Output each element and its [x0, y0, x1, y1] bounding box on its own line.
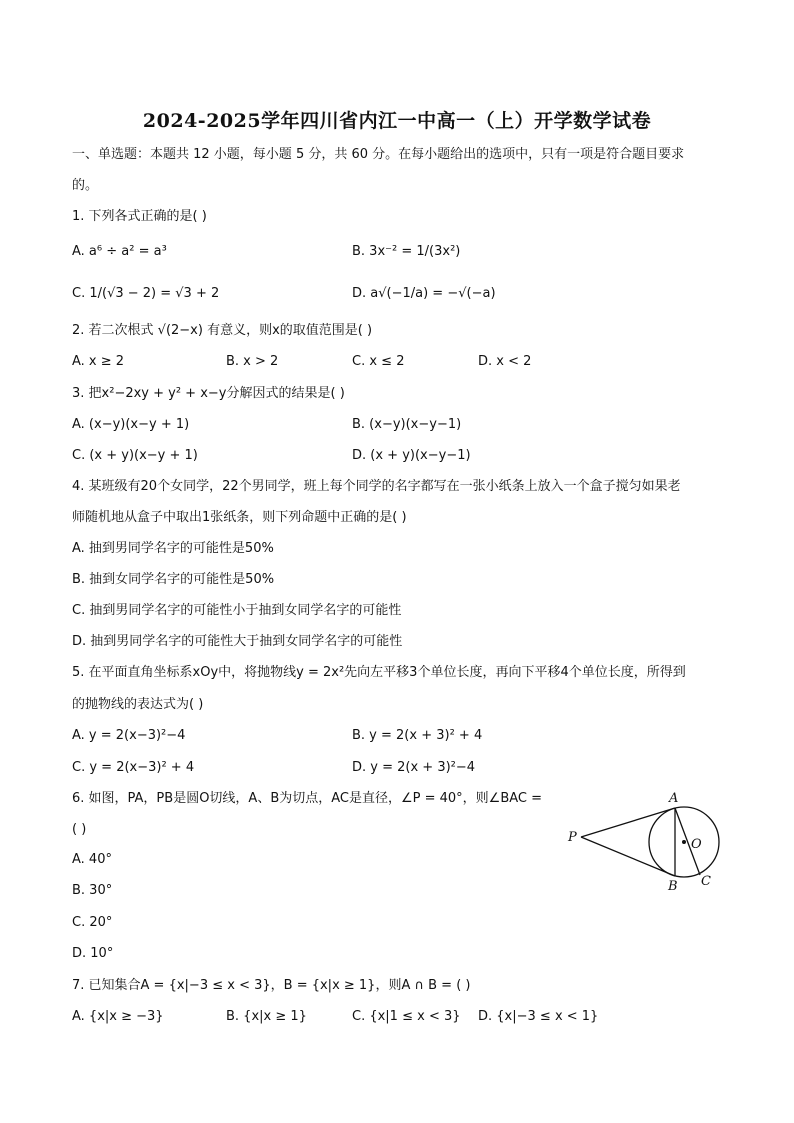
label-c: C: [701, 874, 711, 889]
question-1-stem: 1. 下列各式正确的是( ): [72, 209, 207, 224]
question-1-option-b: B. 3x⁻² = 1/(3x²): [352, 244, 461, 259]
question-7-option-d: D. {x|−3 ≤ x < 1}: [478, 1009, 599, 1024]
label-b: B: [668, 879, 678, 892]
tangent-pb: [581, 837, 675, 876]
question-2-option-c: C. x ≤ 2: [352, 354, 405, 369]
question-2-stem: 2. 若二次根式 √(2−x) 有意义，则x的取值范围是( ): [72, 323, 373, 338]
question-6-stem-line1: 6. 如图，PA，PB是圆O切线，A、B为切点，AC是直径，∠P = 40°，则∠BAC =: [72, 791, 543, 806]
section-instructions-line2: 的。: [72, 178, 99, 193]
question-5-option-a: A. y = 2(x−3)²−4: [72, 728, 186, 743]
question-5-option-b: B. y = 2(x + 3)² + 4: [352, 728, 483, 743]
question-3-stem: 3. 把x²−2xy + y² + x−y分解因式的结果是( ): [72, 386, 345, 401]
question-6-option-c: C. 20°: [72, 915, 113, 930]
question-3-option-c: C. (x + y)(x−y + 1): [72, 448, 198, 463]
question-4-option-b: B. 抽到女同学名字的可能性是50%: [72, 572, 275, 587]
question-5-option-c: C. y = 2(x−3)² + 4: [72, 760, 195, 775]
label-a: A: [669, 791, 679, 806]
question-2-option-d: D. x < 2: [478, 354, 532, 369]
question-4-option-d: D. 抽到男同学名字的可能性大于抽到女同学名字的可能性: [72, 634, 403, 649]
question-7-option-b: B. {x|x ≥ 1}: [226, 1009, 307, 1024]
question-3-option-d: D. (x + y)(x−y−1): [352, 448, 471, 463]
center-point: [682, 840, 686, 844]
question-4-stem-line2: 师随机地从盒子中取出1张纸条，则下列命题中正确的是( ): [72, 510, 407, 525]
page-title: 2024-2025学年四川省内江一中高一（上）开学数学试卷: [142, 110, 652, 132]
label-o: O: [691, 837, 702, 852]
question-4-stem-line1: 4. 某班级有20个女同学，22个男同学，班上每个同学的名字都写在一张小纸条上放入一个盒子搅匀如果老: [72, 479, 681, 494]
question-5-stem-line1: 5. 在平面直角坐标系xOy中，将抛物线y = 2x²先向左平移3个单位长度，再向下平移4个单位长度，所得到: [72, 665, 686, 680]
question-1-option-d: D. a√(−1/a) = −√(−a): [352, 286, 496, 301]
question-6-option-b: B. 30°: [72, 883, 113, 898]
question-2-option-a: A. x ≥ 2: [72, 354, 125, 369]
question-6-option-d: D. 10°: [72, 946, 114, 961]
tangent-circle-figure: [560, 788, 720, 892]
label-p: P: [568, 830, 577, 845]
question-1-option-c: C. 1/(√3 − 2) = √3 + 2: [72, 286, 220, 301]
question-5-option-d: D. y = 2(x + 3)²−4: [352, 760, 476, 775]
question-1-option-a: A. a⁶ ÷ a² = a³: [72, 244, 167, 259]
question-3-option-a: A. (x−y)(x−y + 1): [72, 417, 190, 432]
question-6-stem-line2: ( ): [72, 822, 87, 837]
question-3-option-b: B. (x−y)(x−y−1): [352, 417, 462, 432]
question-6-option-a: A. 40°: [72, 852, 112, 867]
question-4-option-a: A. 抽到男同学名字的可能性是50%: [72, 541, 274, 556]
question-2-option-b: B. x > 2: [226, 354, 279, 369]
question-7-stem: 7. 已知集合A = {x|−3 ≤ x < 3}，B = {x|x ≥ 1}，则A ∩ B = ( ): [72, 978, 471, 993]
question-7-option-c: C. {x|1 ≤ x < 3}: [352, 1009, 461, 1024]
section-instructions-line1: 一、单选题：本题共 12 小题，每小题 5 分，共 60 分。在每小题给出的选项中，只有一项是符合题目要求: [72, 147, 685, 162]
question-7-option-a: A. {x|x ≥ −3}: [72, 1009, 164, 1024]
question-5-stem-line2: 的抛物线的表达式为( ): [72, 697, 204, 712]
tangent-pa: [581, 808, 675, 837]
question-4-option-c: C. 抽到男同学名字的可能性小于抽到女同学名字的可能性: [72, 603, 402, 618]
